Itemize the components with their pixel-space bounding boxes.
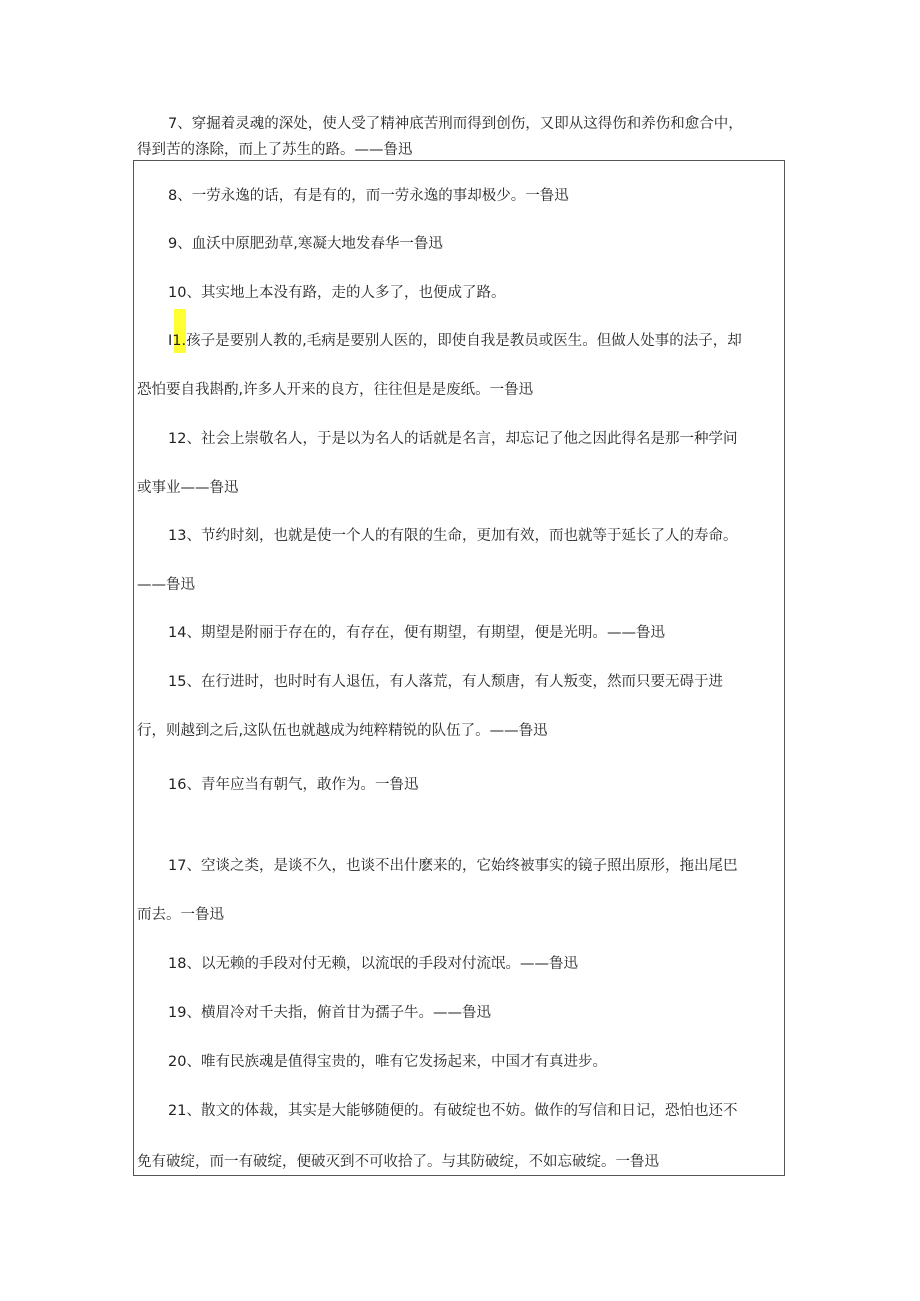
text-line: 12、社会上崇敬名人，于是以为名人的话就是名言，却忘记了他之因此得名是那一种学问	[168, 431, 738, 447]
text-line: I1.孩子是要别人教的,毛病是要别人医的，即使自我是教员或医生。但做人处事的法子，却	[168, 333, 742, 349]
text-line: 19、横眉冷对千夫指，俯首甘为孺子牛。——鲁迅	[168, 1005, 491, 1021]
text-line: 9、血沃中原肥劲草,寒凝大地发春华一鲁迅	[168, 236, 443, 252]
text-line: 免有破绽，而一有破绽，便破灭到不可收拾了。与其防破绽，不如忘破绽。一鲁迅	[137, 1154, 659, 1170]
text-line: 而去。一鲁迅	[137, 907, 224, 923]
text-line: 14、期望是附丽于存在的，有存在，便有期望，有期望，便是光明。——鲁迅	[168, 625, 665, 641]
text-line: 17、空谈之类，是谈不久，也谈不出什麽来的，它始终被事实的镜子照出原形，拖出尾巴	[168, 858, 738, 874]
text-line: 16、青年应当有朝气，敢作为。一鲁迅	[168, 777, 419, 793]
text-line: 13、节约时刻，也就是使一个人的有限的生命，更加有效，而也就等于延长了人的寿命。	[168, 528, 738, 544]
text-line: 15、在行进时，也时时有人退伍，有人落荒，有人颓唐，有人叛变，然而只要无碍于进	[168, 674, 723, 690]
text-line: 恐怕要自我斟酌,许多人开来的良方，往往但是是废纸。一鲁迅	[137, 382, 534, 398]
text-line: 21、散文的体裁，其实是大能够随便的。有破绽也不妨。做作的写信和日记，恐怕也还不	[168, 1103, 738, 1119]
text-line: ——鲁迅	[137, 577, 195, 593]
text-line: 10、其实地上本没有路，走的人多了，也便成了路。	[168, 285, 506, 301]
text-line: 得到苦的涤除，而上了苏生的路。——鲁迅	[137, 142, 413, 158]
text-line: 或事业——鲁迅	[137, 480, 239, 496]
text-line: 18、以无赖的手段对付无赖，以流氓的手段对付流氓。——鲁迅	[168, 956, 578, 972]
text-line: 8、一劳永逸的话，有是有的，而一劳永逸的事却极少。一鲁迅	[168, 188, 569, 204]
text-line: 20、唯有民族魂是值得宝贵的，唯有它发扬起来，中国才有真进步。	[168, 1054, 607, 1070]
text-line: 行，则越到之后,这队伍也就越成为纯粹精锐的队伍了。——鲁迅	[137, 723, 548, 739]
table-frame	[133, 160, 785, 1176]
text-line: 7、穿掘着灵魂的深处，使人受了精神底苦刑而得到创伤，又即从这得伤和养伤和愈合中，	[168, 116, 743, 132]
